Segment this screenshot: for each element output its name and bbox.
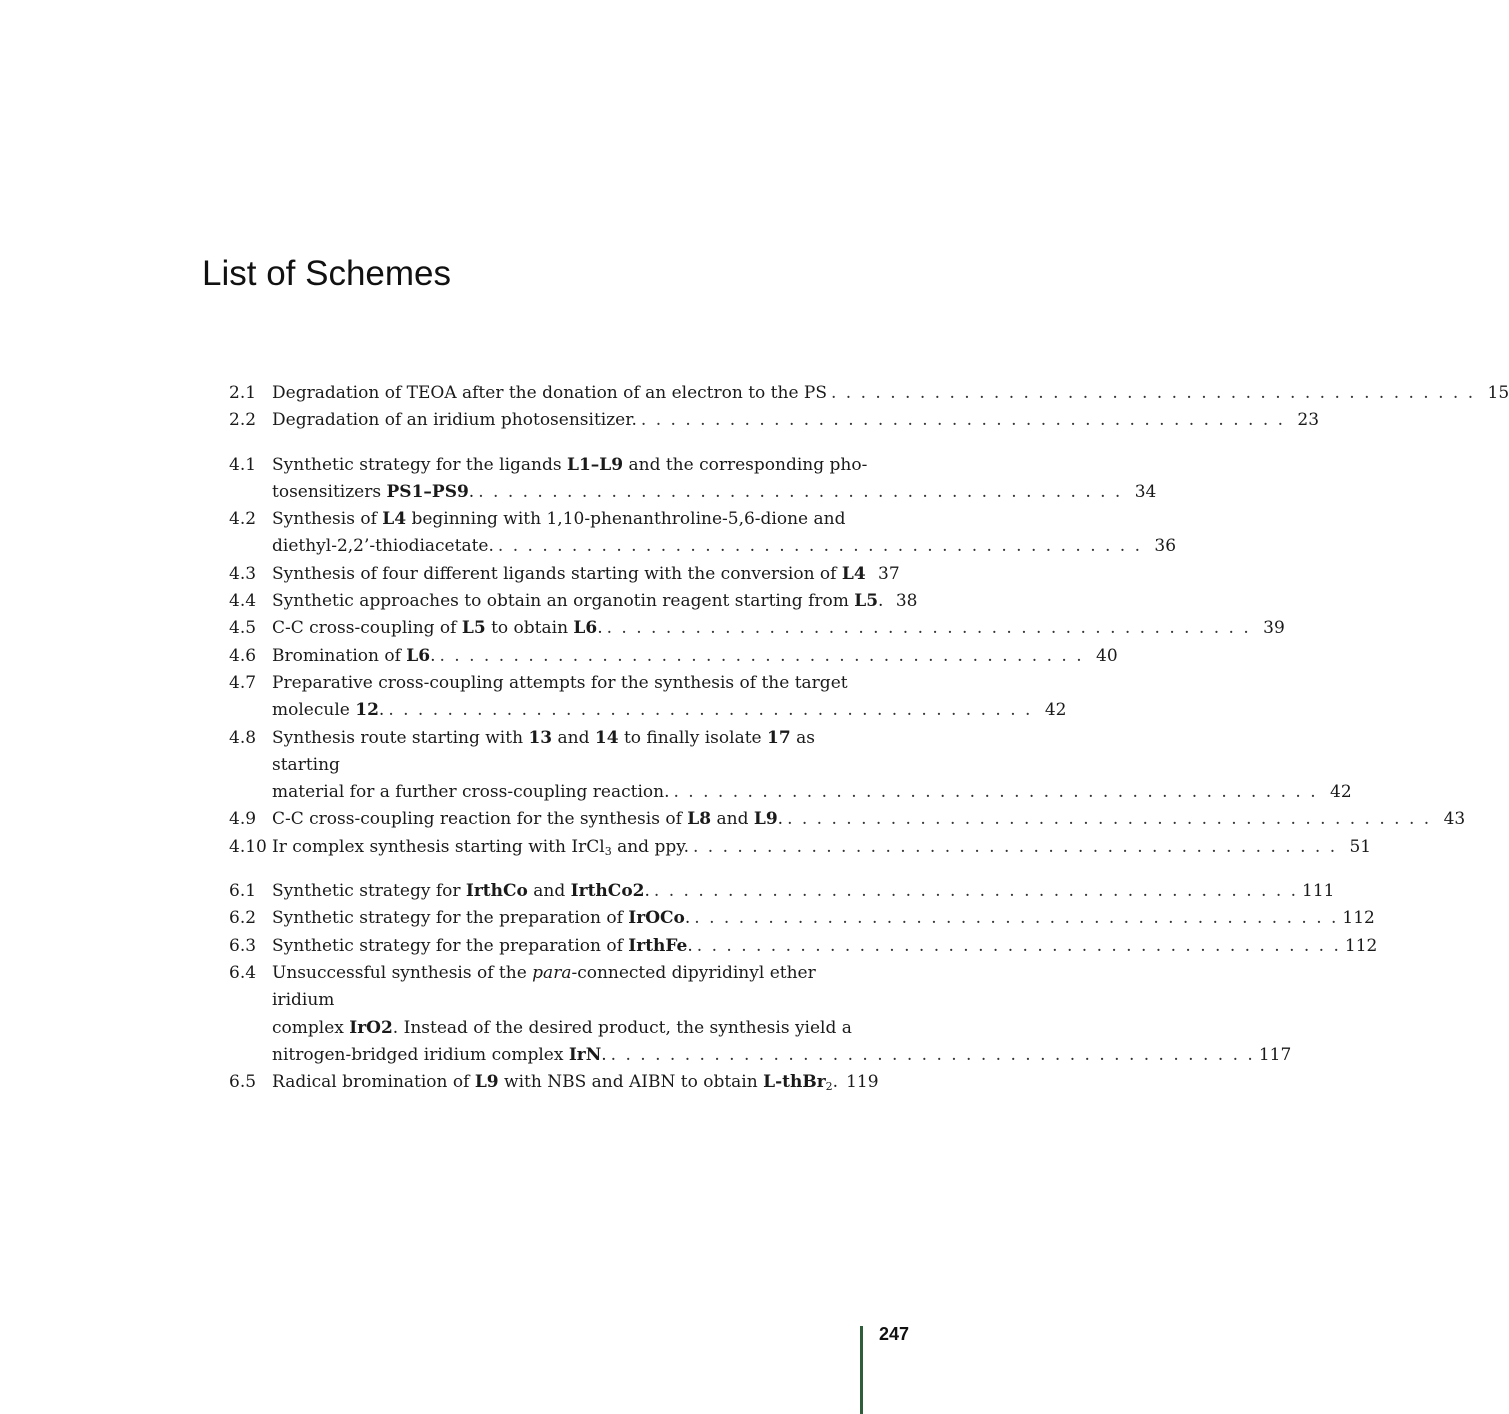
scheme-number: 2.2 — [229, 410, 257, 431]
scheme-entry-4-5[interactable] — [229, 615, 1285, 642]
scheme-number: 6.2 — [229, 908, 257, 929]
page-edge-rule — [860, 1326, 863, 1414]
page-ref[interactable]: 112 — [1344, 935, 1378, 956]
scheme-caption: Ir complex synthesis starting with IrCl$_3$ and ppy. — [272, 836, 689, 858]
chapter-6-group — [229, 878, 1378, 1096]
scheme-number: 4.10 — [229, 836, 267, 857]
page-ref[interactable]: 111 — [1302, 881, 1335, 902]
dot-leader: . . . . . . . . . . . . . . . . . . . . . . . . . . . . . . . . . . . . . . . . . . . . — [640, 410, 1286, 431]
scheme-entry-6-3[interactable] — [229, 933, 1378, 960]
scheme-entry-4-4[interactable] — [229, 588, 918, 615]
page-ref[interactable]: 42 — [1330, 782, 1352, 803]
scheme-entry-4-7[interactable] — [229, 670, 1067, 725]
scheme-caption-line: Synthesis route starting with 13 and 14 to finally isolate 17 as starting — [272, 727, 815, 775]
dot-leader: . . . . . . . . . . . . . . . . . . . . . . . . . . . . . . . . . . . . . . . . . . . . — [606, 618, 1251, 639]
scheme-entry-4-9[interactable] — [229, 806, 1466, 833]
page-number: 247 — [879, 1324, 910, 1344]
scheme-caption-line: molecule 12. — [272, 700, 385, 721]
dot-leader: . . . . . . . . . . . . . . . . . . . . . . . . . . . . . . . . . . . . . . . . . . . . — [478, 481, 1123, 502]
scheme-number: 4.1 — [229, 454, 257, 475]
scheme-number: 4.3 — [229, 563, 257, 584]
dot-leader: . . . . . . . . . . . . . . . . . . . . . . . . . . . . . . . . . . . . . . . . . . . . — [388, 700, 1033, 721]
chapter-2-group — [229, 380, 1509, 435]
page-ref[interactable]: 43 — [1443, 809, 1466, 830]
dot-leader: . . . . . . . . . . . . . . . . . . . . . . . . . . . . . . . . . . . . . . . . . . . . — [653, 881, 1299, 902]
page-ref[interactable]: 39 — [1263, 618, 1285, 639]
page-ref[interactable]: 23 — [1297, 410, 1320, 431]
dot-leader: . . . . . . . . . . . . . . . . . . . . . . . . . . . . . . . . . . . . . . . . . . . . — [696, 935, 1341, 956]
scheme-entry-4-8[interactable] — [229, 725, 1352, 807]
scheme-caption: Radical bromination of L9 with NBS and AIBN to obtain L-thBr$_2$. — [272, 1072, 839, 1094]
scheme-entry-6-2[interactable] — [229, 905, 1375, 932]
scheme-entry-4-6[interactable] — [229, 643, 1118, 670]
scheme-entry-6-1[interactable] — [229, 878, 1335, 905]
scheme-caption: C-C cross-coupling of L5 to obtain L6. — [272, 618, 603, 639]
scheme-entry-4-1[interactable] — [229, 452, 1157, 507]
scheme-caption: Degradation of TEOA after the donation of an electron to the PS — [272, 383, 827, 403]
dot-leader: . . . . . . . . . . . . . . . . . . . . . . . . . . . . . . . . . . . . . . . . . . . . — [831, 383, 1476, 403]
scheme-number: 6.3 — [229, 935, 257, 956]
page-ref[interactable]: 15 — [1487, 383, 1509, 403]
scheme-entry-2-2[interactable] — [229, 407, 1320, 434]
scheme-caption-line: Synthesis of L4 beginning with 1,10-phenanthroline-5,6-dione and — [272, 509, 846, 530]
scheme-caption: C-C cross-coupling reaction for the synthesis of L8 and L9. — [272, 809, 784, 830]
scheme-caption: Synthetic strategy for IrthCo and IrthCo2. — [272, 881, 650, 902]
scheme-entry-6-4[interactable] — [229, 960, 1292, 1069]
dot-leader: . . . . . . . . . . . . . . . . . . . . . . . . . . . . . . . . . . . . . . . . . . . . — [610, 1044, 1255, 1065]
chapter-4-group — [229, 452, 1466, 861]
page-ref[interactable]: 117 — [1258, 1044, 1292, 1065]
scheme-caption: Degradation of an iridium photosensitizer. — [272, 410, 637, 431]
scheme-list — [229, 380, 1509, 1113]
scheme-caption: Synthetic strategy for the preparation of IrthFe. — [272, 935, 693, 956]
scheme-entry-6-5[interactable] — [229, 1069, 879, 1096]
scheme-entry-4-2[interactable] — [229, 506, 1177, 561]
dot-leader: . . . . . . . . . . . . . . . . . . . . . . . . . . . . . . . . . . . . . . . . . . . . — [694, 908, 1339, 929]
scheme-number: 2.1 — [229, 383, 257, 403]
scheme-number: 4.7 — [229, 672, 257, 693]
scheme-entry-4-3[interactable] — [229, 561, 900, 588]
page-ref[interactable]: 34 — [1134, 481, 1157, 502]
page-ref[interactable]: 37 — [878, 563, 900, 584]
scheme-number: 4.5 — [229, 618, 257, 639]
scheme-caption-line: diethyl-2,2’-thiodiacetate. — [272, 536, 494, 557]
page-ref[interactable]: 42 — [1044, 700, 1067, 721]
dot-leader: . . . . . . . . . . . . . . . . . . . . . . . . . . . . . . . . . . . . . . . . . . . . — [692, 836, 1338, 857]
scheme-number: 4.8 — [229, 727, 257, 748]
page-ref[interactable]: 36 — [1154, 536, 1177, 557]
scheme-number: 4.2 — [229, 509, 257, 530]
page-ref[interactable]: 112 — [1342, 908, 1375, 929]
scheme-caption-line: nitrogen-bridged iridium complex IrN. — [272, 1044, 607, 1065]
scheme-number: 6.1 — [229, 881, 257, 902]
scheme-number: 4.9 — [229, 809, 257, 830]
scheme-entry-4-10[interactable] — [229, 834, 1372, 861]
scheme-caption: Bromination of L6. — [272, 645, 436, 666]
scheme-caption: Synthetic strategy for the preparation of IrOCo. — [272, 908, 691, 929]
scheme-entry-2-1[interactable] — [229, 380, 1509, 407]
scheme-caption: Synthetic approaches to obtain an organotin reagent starting from L5. — [272, 591, 884, 612]
page-ref[interactable]: 119 — [846, 1072, 879, 1093]
scheme-number: 6.5 — [229, 1072, 257, 1093]
scheme-caption-line: material for a further cross-coupling reaction. — [272, 782, 670, 803]
scheme-number: 6.4 — [229, 962, 257, 983]
page-ref[interactable]: 40 — [1096, 645, 1118, 666]
scheme-caption-line: Unsuccessful synthesis of the para-connected dipyridinyl ether iridium — [272, 962, 816, 1011]
scheme-caption: Synthesis of four different ligands starting with the conversion of L4 — [272, 563, 866, 584]
dot-leader: . . . . . . . . . . . . . . . . . . . . . . . . . . . . . . . . . . . . . . . . . . . . — [787, 809, 1432, 830]
scheme-caption-line: complex IrO2. Instead of the desired product, the synthesis yield a — [272, 1017, 852, 1038]
page-title: List of Schemes — [202, 254, 451, 293]
dot-leader: . . . . . . . . . . . . . . . . . . . . . . . . . . . . . . . . . . . . . . . . . . . . — [673, 782, 1318, 803]
scheme-caption-line: tosensitizers PS1–PS9. — [272, 481, 475, 502]
scheme-number: 4.6 — [229, 645, 257, 666]
dot-leader: . . . . . . . . . . . . . . . . . . . . . . . . . . . . . . . . . . . . . . . . . . . . — [439, 645, 1084, 666]
scheme-caption-line: Synthetic strategy for the ligands L1–L9 and the corresponding pho- — [272, 454, 868, 475]
scheme-caption-line: Preparative cross-coupling attempts for the synthesis of the target — [272, 672, 848, 693]
page-ref[interactable]: 38 — [895, 591, 918, 612]
dot-leader: . . . . . . . . . . . . . . . . . . . . . . . . . . . . . . . . . . . . . . . . . . . . — [497, 536, 1143, 557]
page-ref[interactable]: 51 — [1349, 836, 1372, 857]
scheme-number: 4.4 — [229, 591, 257, 612]
